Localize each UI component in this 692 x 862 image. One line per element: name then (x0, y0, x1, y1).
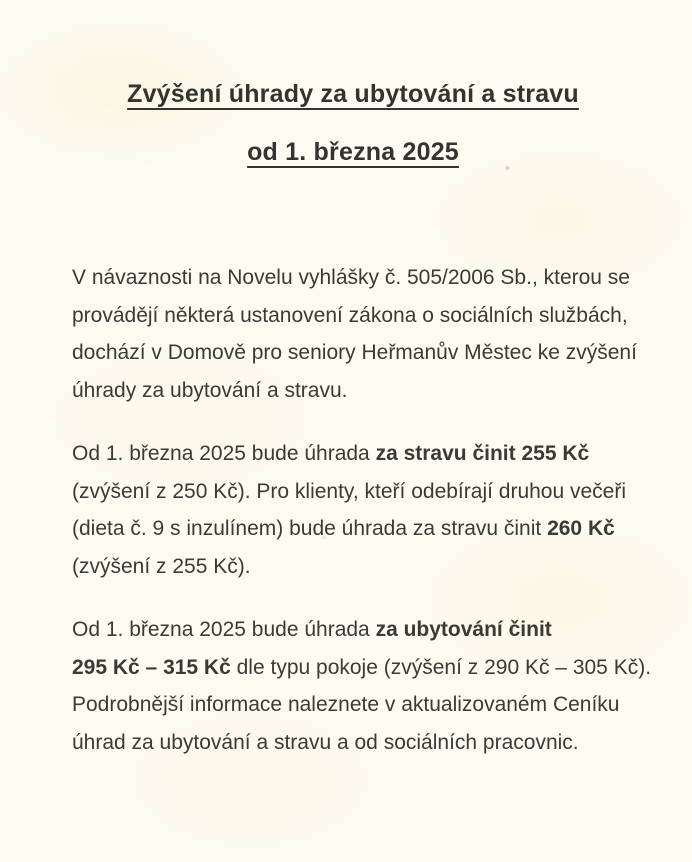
document-title (72, 82, 634, 165)
title-line-2: od 1. března 2025 (247, 138, 459, 166)
text-segment: V návaznosti na Novelu vyhlášky č. 505/2006 Sb., kterou se (72, 266, 630, 289)
paragraph-intro (72, 259, 637, 409)
title-line-1: Zvýšení úhrady za ubytování a stravu (127, 80, 579, 108)
text-line (72, 686, 634, 724)
text-segment: dochází v Domově pro seniory Heřmanův Městec ke zvýšení (72, 341, 637, 364)
document-body (72, 259, 652, 761)
text-line (72, 297, 634, 335)
text-segment: (zvýšení z 255 Kč). (72, 554, 251, 578)
text-segment: Od 1. března 2025 bude úhrada (72, 442, 376, 465)
text-line (72, 372, 634, 410)
text-line (72, 548, 634, 586)
scan-noise-speck (322, 536, 326, 539)
text-segment: dle typu pokoje (zvýšení z 290 Kč – 305 Kč). (230, 655, 652, 679)
text-line (72, 649, 652, 687)
scan-noise-speck (505, 166, 510, 170)
text-line (72, 334, 637, 372)
text-line (72, 724, 634, 762)
text-segment-bold: 295 Kč – 315 Kč (72, 655, 231, 679)
text-segment: (dieta č. 9 s inzulínem) bude úhrada za stravu činit (72, 517, 548, 540)
paragraph-accommodation-price (72, 611, 652, 761)
text-segment-bold: za ubytování činit (375, 618, 552, 641)
text-segment: Podrobnější informace naleznete v aktualizovaném Ceníku (72, 693, 620, 716)
text-segment: (zvýšení z 250 Kč). Pro klienty, kteří odebírají druhou večeři (72, 479, 627, 503)
text-segment-bold: za stravu činit 255 Kč (375, 442, 590, 465)
text-line (72, 611, 634, 649)
text-line (72, 259, 634, 297)
text-line (72, 510, 634, 548)
text-segment-bold: 260 Kč (547, 517, 615, 540)
text-segment: provádějí některá ustanovení zákona o sociálních službách, (72, 303, 628, 327)
text-segment: úhrady za ubytování a stravu. (72, 378, 348, 402)
paragraph-food-price (72, 435, 634, 585)
text-line (72, 473, 634, 511)
text-segment: úhrad za ubytování a stravu a od sociálních pracovnic. (72, 730, 579, 754)
text-line (72, 435, 634, 473)
text-segment: Od 1. března 2025 bude úhrada (72, 618, 376, 641)
